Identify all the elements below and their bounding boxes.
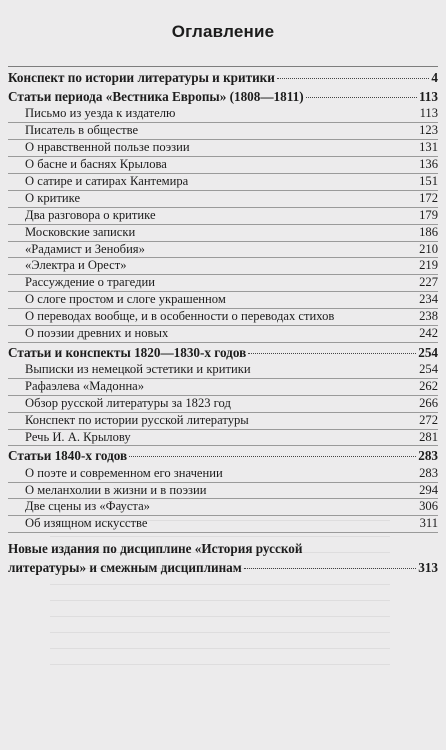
toc-entry[interactable] <box>8 413 438 430</box>
page-number: 113 <box>418 89 438 105</box>
toc-section[interactable] <box>8 68 438 87</box>
page-number: 272 <box>419 412 438 427</box>
toc-entry[interactable] <box>8 157 438 174</box>
toc-entry[interactable] <box>8 379 438 396</box>
toc-section[interactable] <box>8 343 438 362</box>
leader <box>190 181 417 182</box>
toc-entry[interactable] <box>8 191 438 208</box>
toc-entry-title: О переводах вообще, и в особенности о переводах стихов <box>25 309 335 324</box>
page-number: 4 <box>431 70 438 85</box>
leader <box>192 147 417 148</box>
toc-entry[interactable] <box>8 396 438 413</box>
page-number: 131 <box>419 140 438 155</box>
toc-entry-title: Рассуждение о трагедии <box>25 275 155 290</box>
page-number: 281 <box>419 429 438 444</box>
dot-leader <box>277 78 430 79</box>
toc-entry[interactable] <box>8 466 438 483</box>
page-number: 242 <box>419 325 438 340</box>
leader <box>82 198 417 199</box>
toc-entry-title: Два разговора о критике <box>25 207 156 222</box>
toc-entry[interactable] <box>8 225 438 242</box>
page-number: 210 <box>419 241 438 256</box>
toc-entry[interactable] <box>8 275 438 292</box>
leader <box>140 130 417 131</box>
toc-entry-title: Обзор русской литературы за 1823 год <box>25 395 231 410</box>
page-number: 136 <box>419 157 438 172</box>
toc-entry[interactable] <box>8 140 438 157</box>
leader <box>208 490 417 491</box>
page-number: 306 <box>419 499 438 514</box>
toc-section-line-1[interactable]: Новые издания по дисциплине «История русской <box>8 541 303 557</box>
page-title: Оглавление <box>171 22 275 41</box>
toc-entry-title: О критике <box>25 190 81 205</box>
page-number: 234 <box>419 292 438 307</box>
toc-entry-title: Московские записки <box>25 224 136 239</box>
toc-entry-title: Рафаэлева «Мадонна» <box>25 378 145 393</box>
toc-entry[interactable] <box>8 123 438 140</box>
leader <box>152 506 417 507</box>
toc-entry[interactable] <box>8 362 438 379</box>
toc-section-title: Статьи 1840-х годов <box>8 448 128 464</box>
leader <box>253 369 418 370</box>
leader <box>228 299 417 300</box>
title-rule <box>8 66 438 67</box>
toc-entry[interactable] <box>8 309 438 326</box>
page-number: 283 <box>418 448 438 464</box>
toc-entry-title: Писатель в обществе <box>25 123 139 138</box>
page-number: 179 <box>419 207 438 222</box>
leader <box>177 113 417 114</box>
page-number: 262 <box>419 378 438 393</box>
leader <box>146 386 417 387</box>
page-number: 313 <box>418 560 438 576</box>
page-number: 151 <box>419 173 438 188</box>
toc-section-title: Статьи периода «Вестника Европы» (1808—1811) <box>8 89 304 105</box>
page-number: 219 <box>419 258 438 273</box>
toc-entry-title: О сатире и сатирах Кантемира <box>25 173 189 188</box>
toc-entry-title: Две сцены из «Фауста» <box>25 499 150 514</box>
page-number: 113 <box>419 106 438 121</box>
toc-section[interactable] <box>8 87 438 106</box>
toc-entry-title: О поэзии древних и новых <box>25 325 169 340</box>
leader <box>251 420 417 421</box>
page-number: 283 <box>419 465 438 480</box>
leader <box>170 333 417 334</box>
leader <box>169 164 417 165</box>
toc-entry[interactable] <box>8 326 438 343</box>
toc-entry[interactable] <box>8 499 438 516</box>
leader <box>157 282 417 283</box>
leader <box>129 265 418 266</box>
toc-entry[interactable] <box>8 106 438 123</box>
toc-entry[interactable] <box>8 242 438 259</box>
page-number: 227 <box>419 275 438 290</box>
page-number: 172 <box>419 190 438 205</box>
page-number: 254 <box>418 344 438 360</box>
toc-section-title: Статьи и конспекты 1820—1830-х годов <box>8 344 247 360</box>
toc-entry[interactable] <box>8 483 438 500</box>
toc-entry-title: «Радамист и Зенобия» <box>25 241 145 256</box>
dot-leader <box>306 97 417 98</box>
toc-entry-title: О поэте и современном его значении <box>25 465 223 480</box>
show-through-text <box>50 520 390 680</box>
toc-section[interactable] <box>8 446 438 465</box>
page-number: 254 <box>419 362 438 377</box>
toc-entry-title: Конспект по истории русской литературы <box>25 412 249 427</box>
toc-entry[interactable] <box>8 208 438 225</box>
toc-section-title: Конспект по истории литературы и критики <box>8 70 275 85</box>
leader <box>147 249 417 250</box>
toc-entry[interactable] <box>8 258 438 275</box>
table-of-contents <box>8 68 438 577</box>
leader <box>133 437 417 438</box>
toc-entry-title: «Электра и Орест» <box>25 258 127 273</box>
leader <box>158 215 418 216</box>
toc-entry-title: Письмо из уезда к издателю <box>25 106 176 121</box>
toc-entry-title: Об изящном искусстве <box>25 516 148 531</box>
page-number: 311 <box>419 516 438 531</box>
leader <box>137 232 417 233</box>
leader <box>225 473 417 474</box>
page-number: 186 <box>419 224 438 239</box>
toc-entry-title: О меланхолии в жизни и в поэзии <box>25 482 207 497</box>
toc-entry-title: О нравственной пользе поэзии <box>25 140 190 155</box>
page-number: 123 <box>419 123 438 138</box>
toc-entry[interactable] <box>8 292 438 309</box>
page-number: 266 <box>419 395 438 410</box>
toc-entry[interactable] <box>8 430 438 447</box>
toc-entry-title: О слоге простом и слоге украшенном <box>25 292 226 307</box>
page-number: 294 <box>419 482 438 497</box>
page-number: 238 <box>419 309 438 324</box>
dot-leader <box>129 456 416 457</box>
toc-section-title-line-2: литературы» и смежным дисциплинам <box>8 560 242 576</box>
toc-entry-title: Выписки из немецкой эстетики и критики <box>25 362 251 377</box>
dot-leader <box>248 353 416 354</box>
toc-entry-title: О басне и баснях Крылова <box>25 157 167 172</box>
toc-entry-title: Речь И. А. Крылову <box>25 429 131 444</box>
toc-entry[interactable] <box>8 174 438 191</box>
leader <box>336 316 417 317</box>
leader <box>233 403 417 404</box>
